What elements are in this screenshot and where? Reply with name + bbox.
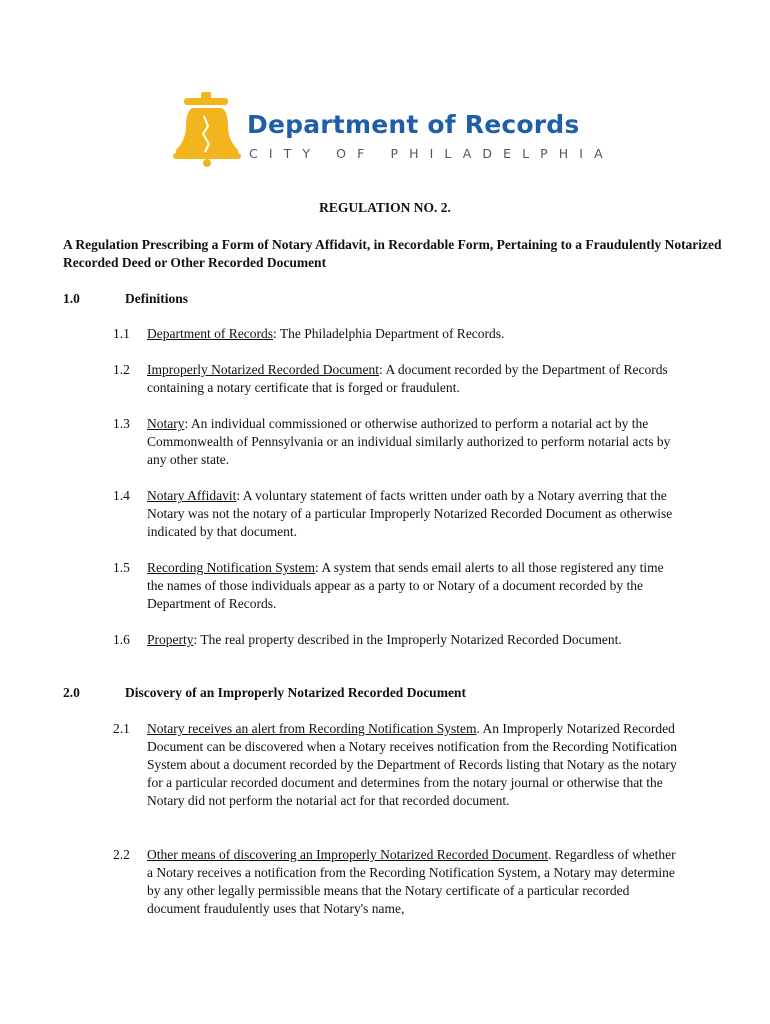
definition-text: A document recorded by the Department of Records containing a notary certificate that is forged or fraudulent. [147, 362, 668, 395]
term-separator: : [193, 632, 198, 647]
regulation-number: REGULATION NO. 2. [319, 200, 451, 215]
defined-term: Property [147, 632, 194, 647]
definition-text: The real property described in the Improperly Notarized Recorded Document. [197, 632, 622, 647]
definition-text: A voluntary statement of facts written under oath by a Notary averring that the Notary was not the notary of a particular Improperly Notarized Recorded Document as otherwise indicated by that document. [147, 488, 673, 539]
item-heading: Other means of discovering an Improperly Notarized Recorded Document [147, 847, 549, 862]
definition-item [113, 487, 683, 541]
item-text: An Improperly Notarized Recorded Document can be discovered when a Notary receives notification from the Recording Notification System about a document recorded by the Department of Records listing that Notary as the notary for a particular recorded document and determines from the notary journal or otherwise that the Notary did not perform the notarial act for that recorded document. [147, 721, 678, 808]
item-number: 2.1 [113, 721, 130, 736]
item-number: 2.2 [113, 847, 130, 862]
defined-term: Notary Affidavit [147, 488, 237, 503]
term-separator: . [548, 847, 552, 862]
definition-text: An individual commissioned or otherwise authorized to perform a notarial act by the Commonwealth of Pennsylvania or an individual similarly authorized to perform notarial acts by any other state. [147, 416, 671, 467]
section-number: 1.0 [63, 291, 80, 306]
regulation-title: A Regulation Prescribing a Form of Notary Affidavit, in Recordable Form, Pertaining to a Fraudulently Notarized Recorded Deed or Other Recorded Document [63, 237, 722, 270]
definition-item [113, 361, 683, 397]
item-number: 1.5 [113, 560, 130, 575]
defined-term: Improperly Notarized Recorded Document [147, 362, 380, 377]
item-number: 1.4 [113, 488, 130, 503]
term-separator: : [236, 488, 241, 503]
defined-term: Notary [147, 416, 185, 431]
item-text: Regardless of whether a Notary receives a notification from the Recording Notification System, a Notary may determine by any other legally permissible means that the Notary certificate of a particular recorded document fraudulently uses that Notary's name, [147, 847, 676, 916]
item-number: 1.3 [113, 416, 130, 431]
logo-subtitle: CITY OF PHILADELPHIA [249, 146, 614, 161]
liberty-bell-icon [168, 92, 246, 168]
definition-item [113, 559, 683, 613]
term-separator: . [476, 721, 480, 736]
term-separator: : [379, 362, 383, 377]
definition-item [113, 415, 683, 469]
definition-text: The Philadelphia Department of Records. [276, 326, 505, 341]
term-separator: : [184, 416, 189, 431]
section-heading [63, 290, 188, 308]
section-heading [63, 684, 466, 702]
section-title: Definitions [125, 291, 189, 306]
defined-term: Department of Records [147, 326, 273, 341]
discovery-item [113, 720, 683, 810]
department-logo [168, 92, 614, 168]
term-separator: : [314, 560, 319, 575]
logo-title: Department of Records [247, 110, 580, 139]
defined-term: Recording Notification System [147, 560, 315, 575]
definition-item [113, 631, 683, 649]
definition-text: A system that sends email alerts to all those registered any time the names of those individuals appear as a party to or Notary of a document recorded by the Department of Records. [147, 560, 664, 611]
item-heading: Notary receives an alert from Recording Notification System [147, 721, 477, 736]
term-separator: : [272, 326, 277, 341]
item-number: 1.1 [113, 326, 130, 341]
discovery-item [113, 846, 683, 918]
item-number: 1.2 [113, 362, 130, 377]
definition-item [113, 325, 683, 343]
section-number: 2.0 [63, 685, 80, 700]
section-title: Discovery of an Improperly Notarized Recorded Document [125, 685, 466, 700]
item-number: 1.6 [113, 632, 130, 647]
